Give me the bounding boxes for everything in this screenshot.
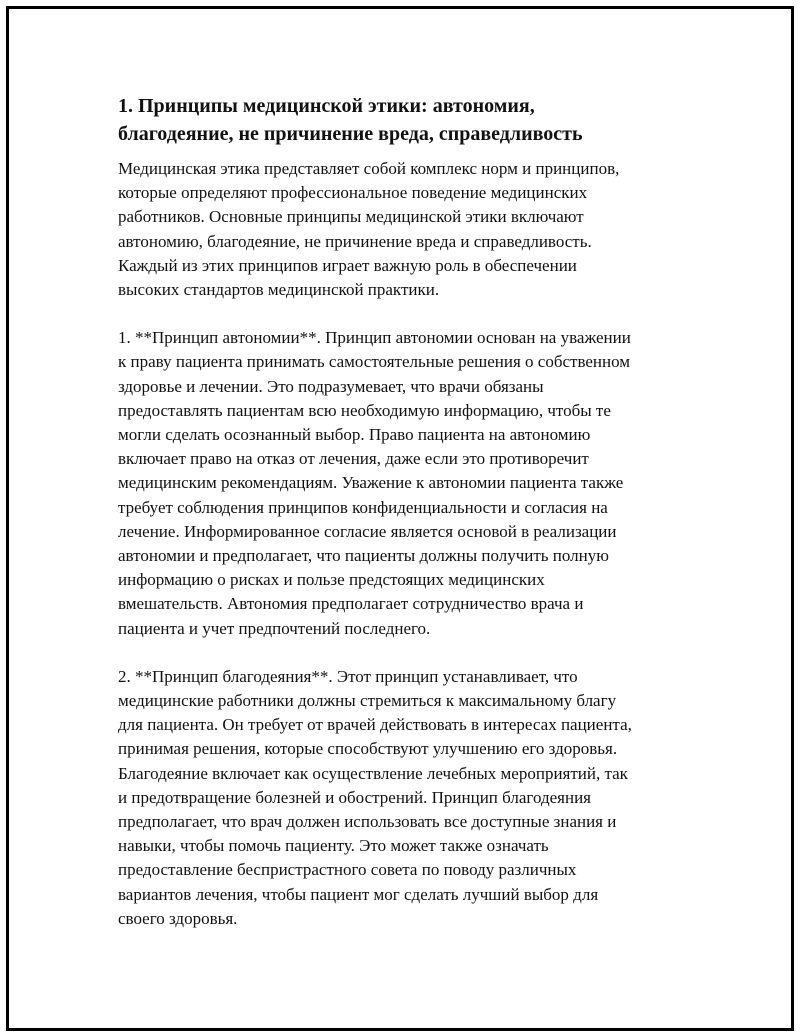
text-line: предполагает, что врач должен использовать все доступные знания и <box>118 812 617 832</box>
text-line: навыки, чтобы помочь пациенту. Это может также означать <box>118 836 549 856</box>
text-line: Каждый из этих принципов играет важную роль в обеспечении <box>118 255 577 275</box>
text-line: требует соблюдения принципов конфиденциальности и согласия на <box>118 497 608 517</box>
text-line: которые определяют профессиональное поведение медицинских <box>118 183 588 203</box>
text-line: медицинские работники должны стремиться к максимальному благу <box>118 691 617 711</box>
text-line: принимая решения, которые способствуют улучшению его здоровья. <box>118 739 618 759</box>
text-line: здоровье и лечении. Это подразумевает, что врачи обязаны <box>118 376 544 396</box>
section-heading <box>118 92 688 148</box>
text-line: и предотвращение болезней и обострений. Принцип благодеяния <box>118 787 591 807</box>
text-line: вариантов лечения, чтобы пациент мог сделать лучший выбор для <box>118 884 599 904</box>
text-line: могли сделать осознанный выбор. Право пациента на автономию <box>118 425 591 445</box>
text-line: автономии и предполагает, что пациенты должны получить полную <box>118 546 609 566</box>
text-line: информацию о рисках и пользе предстоящих медицинских <box>118 570 545 590</box>
heading-line: благодеяние, не причинение вреда, справедливость <box>118 123 583 145</box>
text-line: предоставление беспристрастного совета по поводу различных <box>118 860 577 880</box>
text-line: работников. Основные принципы медицинской этики включают <box>118 207 584 227</box>
text-line: 1. **Принцип автономии**. Принцип автономии основан на уважении <box>118 328 631 348</box>
text-line: своего здоровья. <box>118 908 238 928</box>
text-line: Медицинская этика представляет собой комплекс норм и принципов, <box>118 159 620 178</box>
text-line: медицинским рекомендациям. Уважение к автономии пациента также <box>118 473 624 493</box>
text-line: для пациента. Он требует от врачей действовать в интересах пациента, <box>118 715 632 735</box>
beneficence-paragraph <box>118 665 688 931</box>
text-line: предоставлять пациентам всю необходимую информацию, чтобы те <box>118 400 611 420</box>
text-line: пациента и учет предпочтений последнего. <box>118 618 431 638</box>
intro-paragraph <box>118 157 688 302</box>
autonomy-paragraph <box>118 326 688 641</box>
text-line: вмешательств. Автономия предполагает сотрудничество врача и <box>118 594 584 614</box>
heading-line: 1. Принципы медицинской этики: автономия, <box>118 95 535 117</box>
text-line: включает право на отказ от лечения, даже если это противоречит <box>118 449 589 469</box>
text-line: высоких стандартов медицинской практики. <box>118 280 440 300</box>
text-line: 2. **Принцип благодеяния**. Этот принцип устанавливает, что <box>118 666 578 686</box>
text-line: лечение. Информированное согласие является основой в реализации <box>118 521 617 541</box>
text-line: к праву пациента принимать самостоятельные решения о собственном <box>118 352 631 372</box>
text-line: автономию, благодеяние, не причинение вреда и справедливость. <box>118 231 592 251</box>
document-body <box>118 92 688 931</box>
text-line: Благодеяние включает как осуществление лечебных мероприятий, так <box>118 763 628 783</box>
